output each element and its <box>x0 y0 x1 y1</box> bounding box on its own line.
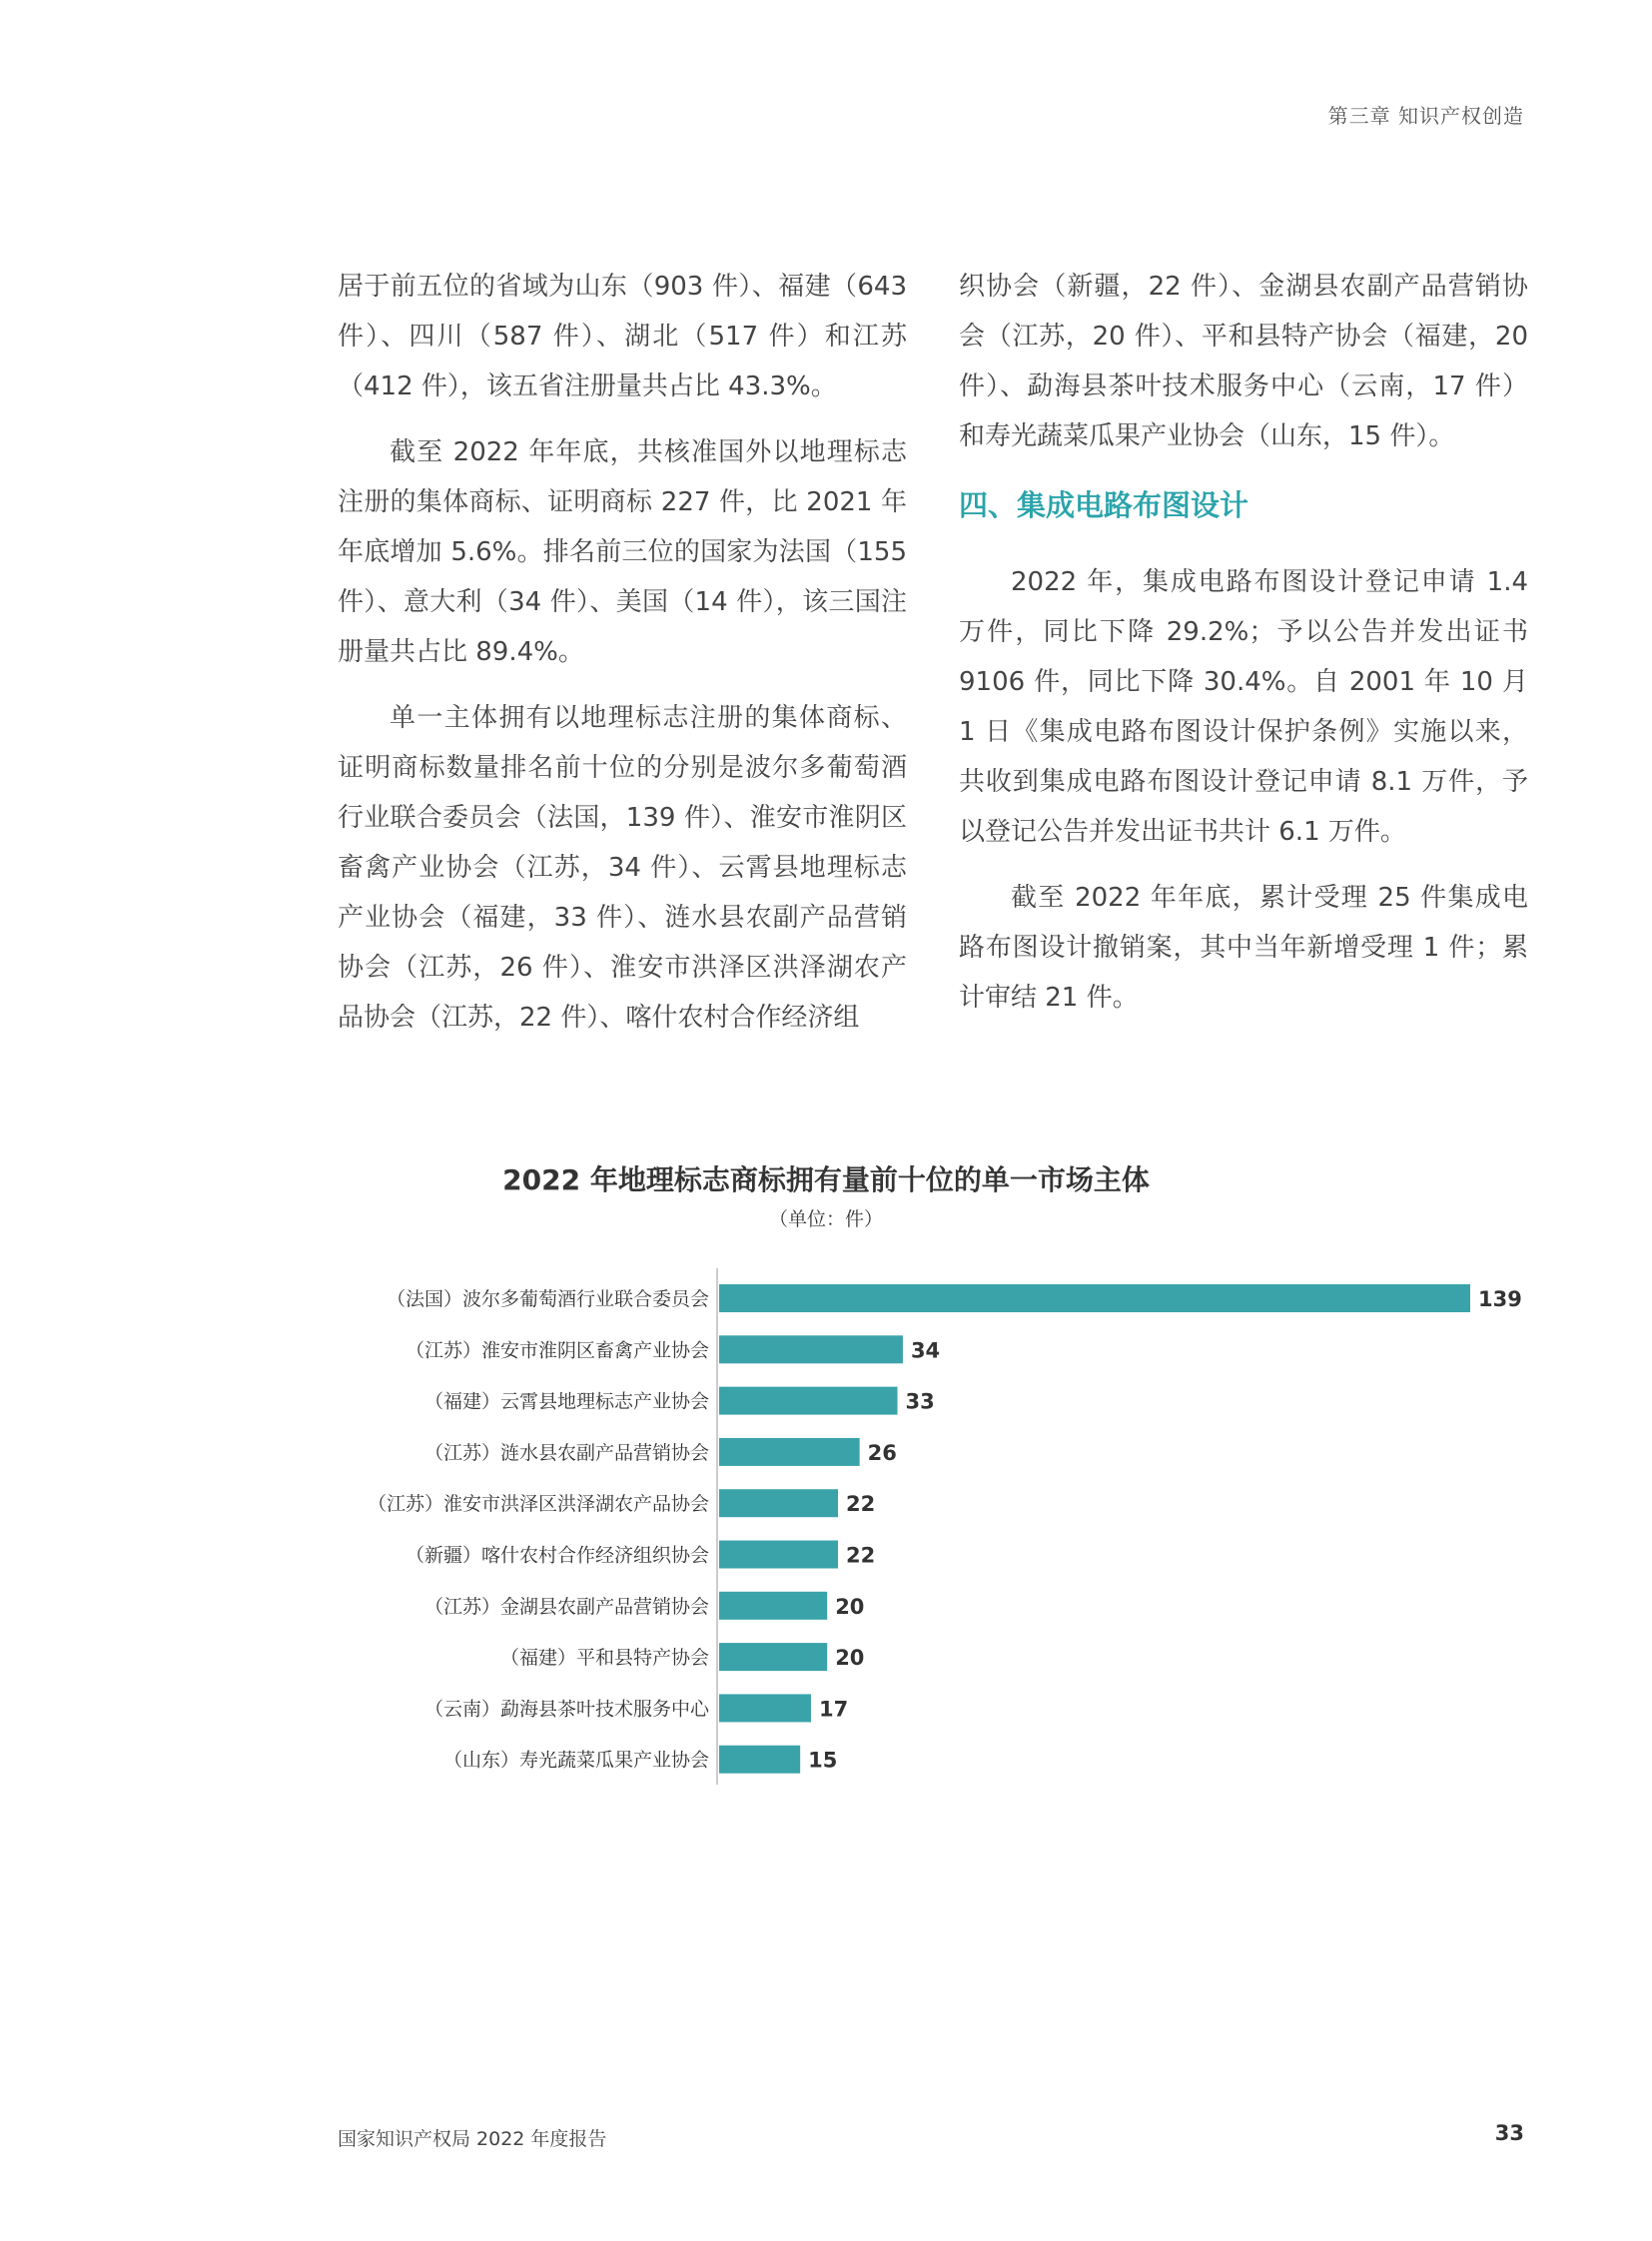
right-column <box>959 262 1528 1039</box>
value-label: 15 <box>808 1748 838 1773</box>
paragraph: 居于前五位的省域为山东（903 件）、福建（643 件）、四川（587 件）、湖北（517 件）和江苏（412 件），该五省注册量共占比 43.3%。 <box>338 272 907 401</box>
value-label: 20 <box>835 1594 865 1619</box>
category-label: （山东）寿光蔬菜瓜果产业协会 <box>442 1749 709 1772</box>
footer-report-title: 国家知识产权局 2022 年度报告 <box>338 2128 607 2150</box>
chart-title: 2022 年地理标志商标拥有量前十位的单一市场主体 <box>502 1163 1150 1196</box>
value-label: 22 <box>846 1543 876 1568</box>
bar <box>719 1438 860 1466</box>
bar <box>719 1284 1470 1312</box>
value-label: 22 <box>846 1492 876 1517</box>
value-label: 34 <box>910 1338 941 1363</box>
category-label: （江苏）淮安市淮阴区畜禽产业协会 <box>405 1339 709 1362</box>
category-label: （福建）云霄县地理标志产业协会 <box>423 1390 709 1413</box>
bar <box>719 1387 898 1415</box>
bar <box>719 1335 903 1363</box>
category-label: （江苏）涟水县农副产品营销协会 <box>423 1441 709 1464</box>
chapter-header: 第三章 知识产权创造 <box>1327 104 1524 128</box>
category-label: （江苏）淮安市洪泽区洪泽湖农产品协会 <box>367 1493 709 1516</box>
category-label: （云南）勐海县茶叶技术服务中心 <box>423 1698 709 1721</box>
bar <box>719 1694 811 1722</box>
paragraph: 织协会（新疆，22 件）、金湖县农副产品营销协会（江苏，20 件）、平和县特产协会（福建，20 件）、勐海县茶叶技术服务中心（云南，17 件）和寿光蔬菜瓜果产业协会（山东，15 件）。 <box>959 272 1528 451</box>
paragraph: 截至 2022 年年底，累计受理 25 件集成电路布图设计撤销案，其中当年新增受理 1 件；累计审结 21 件。 <box>959 883 1528 1013</box>
paragraph: 单一主体拥有以地理标志注册的集体商标、证明商标数量排名前十位的分别是波尔多葡萄酒行业联合委员会（法国，139 件）、淮安市淮阴区畜禽产业协会（江苏，34 件）、云霄县地理标志产业协会（福建，33 件）、涟水县农副产品营销协会（江苏，26 件）、淮安市洪泽区洪泽湖农产品协会（江苏，22 件）、喀什农村合作经济组 <box>338 703 907 1033</box>
section-title: 四、集成电路布图设计 <box>959 488 1249 522</box>
bar <box>719 1592 827 1620</box>
category-label: （法国）波尔多葡萄酒行业联合委员会 <box>386 1288 709 1310</box>
paragraph: 截至 2022 年年底，共核准国外以地理标志注册的集体商标、证明商标 227 件，比 2021 年年底增加 5.6%。排名前三位的国家为法国（155 件）、意大利（34 件）、美国（14 件），该三国注册量共占比 89.4%。 <box>338 437 907 667</box>
value-label: 139 <box>1478 1287 1522 1311</box>
value-label: 33 <box>905 1389 935 1414</box>
bar <box>719 1746 800 1774</box>
bar <box>719 1489 838 1517</box>
bar <box>719 1643 827 1671</box>
bar-chart <box>0 1268 1652 1798</box>
paragraph: 2022 年，集成电路布图设计登记申请 1.4 万件，同比下降 29.2%；予以公告并发出证书 9106 件，同比下降 30.4%。自 2001 年 10 月 1 日《集成电路布图设计保护条例》实施以来，共收到集成电路布图设计登记申请 8.1 万件，予以登记公告并发出证书共计 6.1 万件。 <box>959 567 1528 847</box>
value-label: 20 <box>835 1646 865 1671</box>
left-column <box>338 262 907 1059</box>
category-label: （江苏）金湖县农副产品营销协会 <box>423 1595 709 1618</box>
category-label: （福建）平和县特产协会 <box>499 1647 709 1670</box>
page-number: 33 <box>1494 2121 1524 2145</box>
value-label: 26 <box>867 1440 897 1465</box>
category-label: （新疆）喀什农村合作经济组织协会 <box>405 1544 709 1567</box>
bar <box>719 1541 838 1569</box>
value-label: 17 <box>818 1697 849 1722</box>
chart-unit: （单位：件） <box>768 1208 883 1230</box>
